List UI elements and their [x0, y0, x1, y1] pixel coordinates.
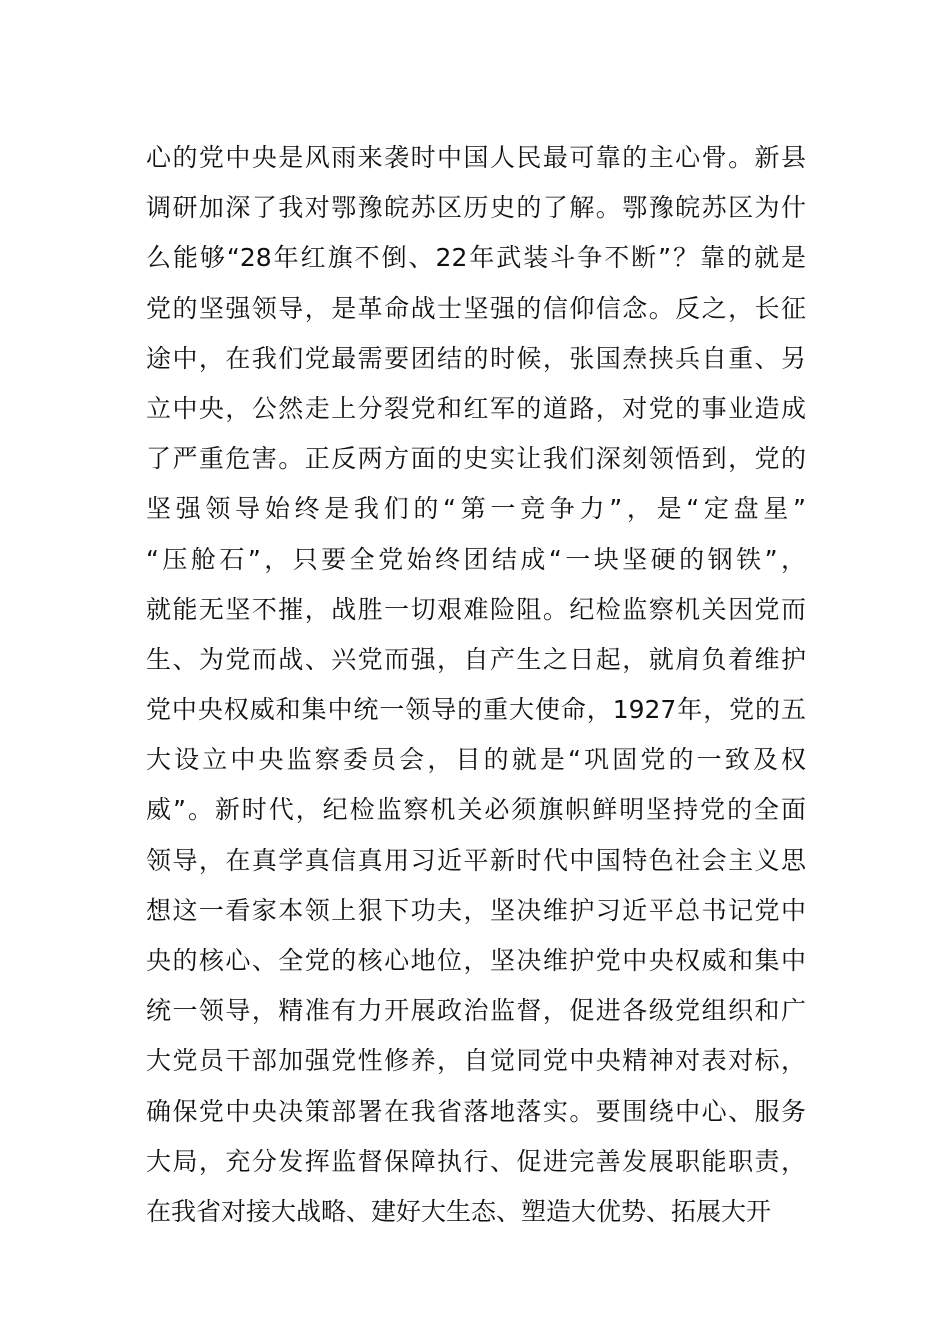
- text-line: 途中，在我们党最需要团结的时候，张国焘挟兵自重、另: [146, 343, 806, 373]
- text-line: 么能够“28年红旗不倒、22年武装斗争不断”？靠的就是: [146, 243, 806, 273]
- text-line: 确保党中央决策部署在我省落地落实。要围绕中心、服务: [146, 1096, 806, 1126]
- text-line: 了严重危害。正反两方面的史实让我们深刻领悟到，党的: [146, 444, 806, 474]
- text-line: 在我省对接大战略、建好大生态、塑造大优势、拓展大开: [146, 1196, 772, 1226]
- text-line: 生、为党而战、兴党而强，自产生之日起，就肩负着维护: [146, 644, 806, 674]
- text-line: 心的党中央是风雨来袭时中国人民最可靠的主心骨。新县: [146, 143, 806, 172]
- text-line: 大局，充分发挥监督保障执行、促进完善发展职能职责，: [146, 1146, 806, 1176]
- text-line: 大设立中央监察委员会，目的就是“巩固党的一致及权: [146, 745, 806, 775]
- body-text: [146, 133, 806, 1237]
- text-line: 党的坚强领导，是革命战士坚强的信仰信念。反之，长征: [146, 293, 806, 323]
- text-line: 统一领导，精准有力开展政治监督，促进各级党组织和广: [146, 996, 806, 1026]
- text-line: 坚强领导始终是我们的“第一竞争力”，是“定盘星”: [146, 494, 806, 524]
- text-line: 立中央，公然走上分裂党和红军的道路，对党的事业造成: [146, 393, 806, 423]
- text-line: 大党员干部加强党性修养，自觉同党中央精神对表对标，: [146, 1046, 806, 1076]
- text-line: 央的核心、全党的核心地位，坚决维护党中央权威和集中: [146, 946, 806, 975]
- text-line: “压舱石”，只要全党始终团结成“一块坚硬的钢铁”，: [146, 544, 806, 574]
- text-line: 调研加深了我对鄂豫皖苏区历史的了解。鄂豫皖苏区为什: [146, 193, 806, 223]
- text-line: 想这一看家本领上狠下功夫，坚决维护习近平总书记党中: [146, 895, 806, 925]
- text-line: 就能无坚不摧，战胜一切艰难险阻。纪检监察机关因党而: [146, 594, 806, 624]
- text-line: 党中央权威和集中统一领导的重大使命，1927年，党的五: [146, 695, 806, 725]
- text-line: 威”。新时代，纪检监察机关必须旗帜鲜明坚持党的全面: [146, 795, 806, 825]
- text-line: 领导，在真学真信真用习近平新时代中国特色社会主义思: [146, 845, 806, 875]
